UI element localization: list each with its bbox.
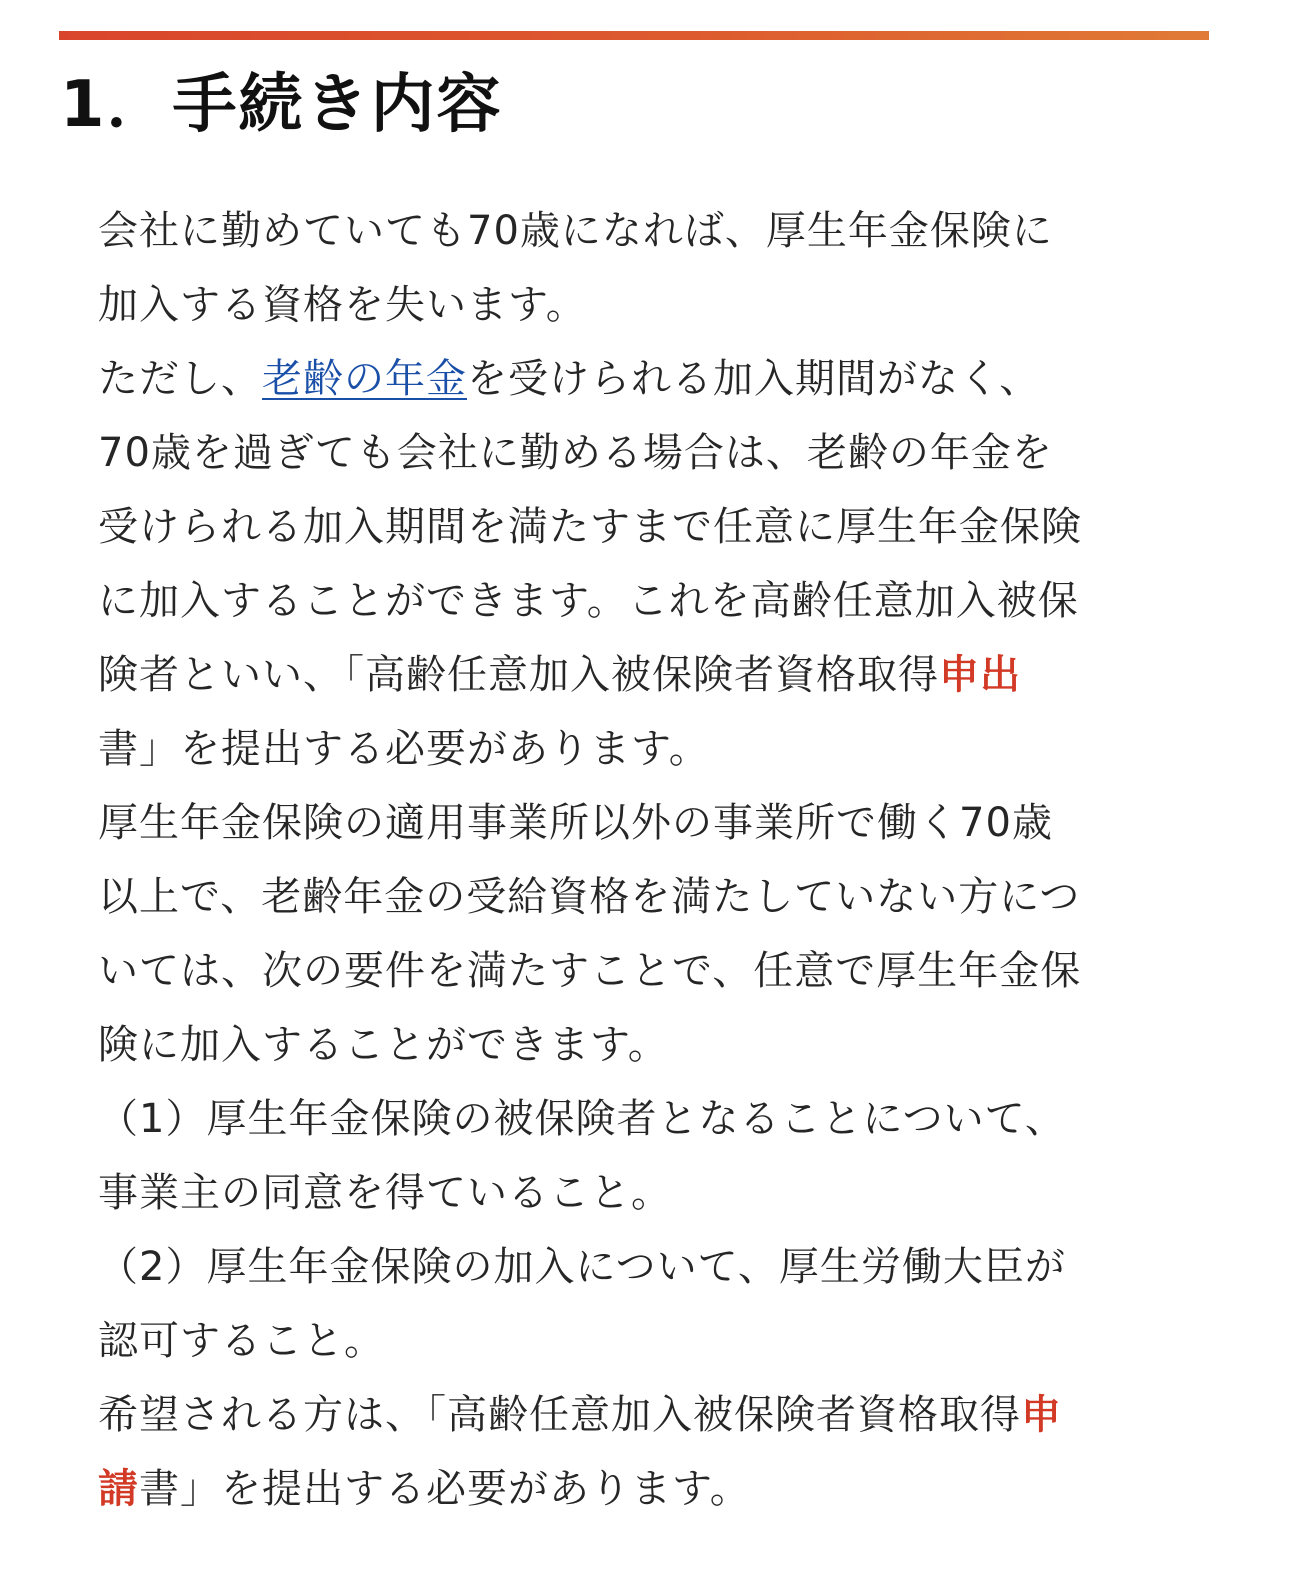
section-title: 1．手続き内容 bbox=[60, 68, 503, 142]
text-line: 書」を提出する必要があります。 bbox=[98, 726, 710, 772]
requirement-item-2: （2）厚生年金保険の加入について、厚生労働大臣が bbox=[98, 1244, 1066, 1290]
text-segment: 希望される方は、「高齢任意加入被保険者資格取得 bbox=[98, 1392, 1021, 1438]
text-line bbox=[98, 1452, 1188, 1526]
text-line bbox=[98, 638, 1188, 712]
text-line: 加入する資格を失います。 bbox=[98, 282, 587, 328]
text-line bbox=[98, 1378, 1188, 1452]
text-line: いては、次の要件を満たすことで、任意で厚生年金保 bbox=[98, 948, 1082, 994]
old-age-pension-link[interactable]: 老齢の年金 bbox=[262, 356, 467, 402]
text-line: 以上で、老齢年金の受給資格を満たしていない方につ bbox=[98, 874, 1081, 920]
highlighted-text: 請 bbox=[98, 1466, 139, 1512]
text-line: に加入することができます。これを高齢任意加入被保 bbox=[98, 578, 1079, 624]
text-segment: 書」を提出する必要があります。 bbox=[139, 1466, 751, 1512]
text-line: 会社に勤めていても70歳になれば、厚生年金保険に bbox=[98, 208, 1053, 254]
requirement-item-1: （1）厚生年金保険の被保険者となることについて、 bbox=[98, 1096, 1066, 1142]
section-divider bbox=[59, 31, 1209, 40]
text-segment: 険者といい、「高齢任意加入被保険者資格取得 bbox=[98, 652, 939, 698]
text-line bbox=[98, 342, 1188, 416]
highlighted-text: 申 bbox=[1021, 1392, 1062, 1438]
highlighted-text: 申出 bbox=[939, 652, 1021, 698]
text-segment: を受けられる加入期間がなく、 bbox=[467, 356, 1041, 402]
text-line: 事業主の同意を得ていること。 bbox=[98, 1170, 672, 1216]
text-line: 70歳を過ぎても会社に勤める場合は、老齢の年金を bbox=[98, 430, 1053, 476]
text-line: 受けられる加入期間を満たすまで任意に厚生年金保険 bbox=[98, 504, 1082, 550]
text-line: 厚生年金保険の適用事業所以外の事業所で働く70歳 bbox=[98, 800, 1053, 846]
text-line: 険に加入することができます。 bbox=[98, 1022, 669, 1068]
text-segment: ただし、 bbox=[98, 356, 262, 402]
procedure-description bbox=[98, 194, 1188, 1526]
text-line: 認可すること。 bbox=[98, 1318, 385, 1364]
